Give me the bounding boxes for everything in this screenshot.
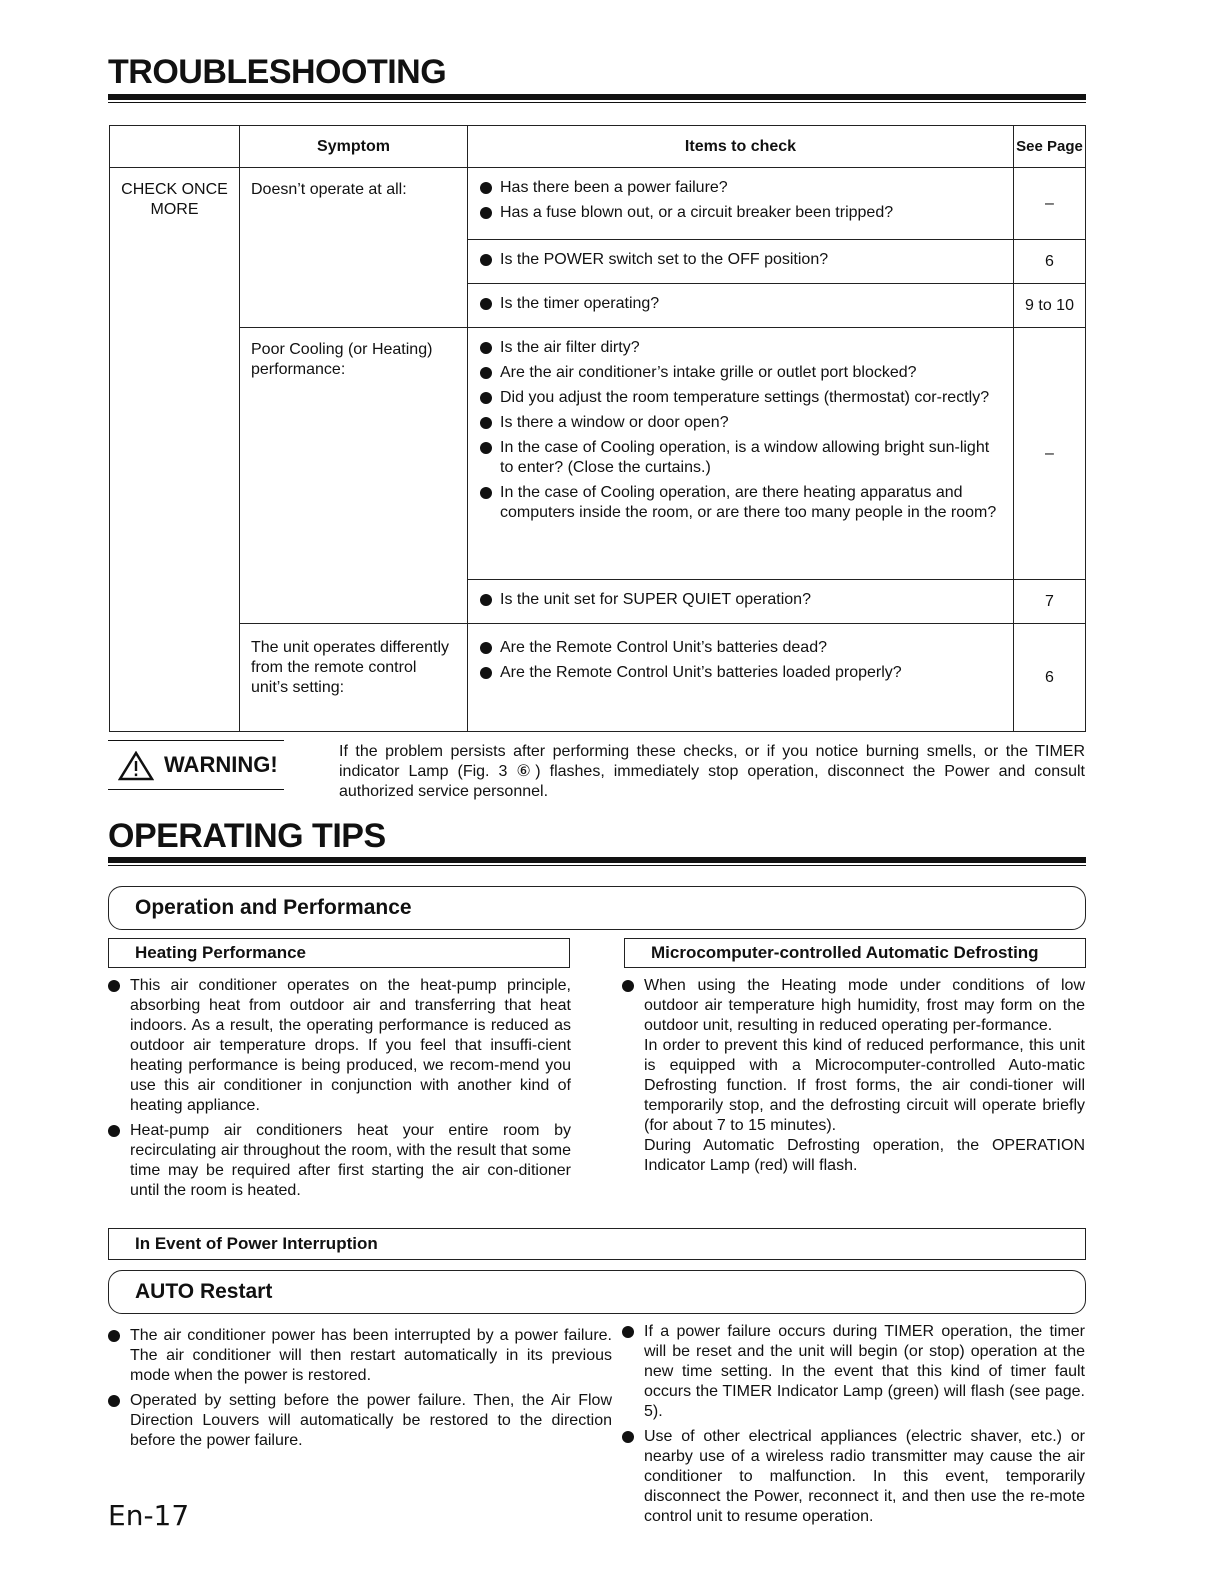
title-rule-thin — [108, 102, 1086, 103]
list-item: Did you adjust the room temperature settings (thermostat) cor-rectly? — [478, 388, 1005, 408]
list-item: Are the Remote Control Unit’s batteries dead? — [478, 638, 1005, 658]
symptom-cell: Poor Cooling (or Heating) performance: — [240, 328, 468, 624]
table-row — [110, 624, 1086, 732]
header-symptom: Symptom — [240, 126, 468, 168]
heading-power-interruption: In Event of Power Interruption — [108, 1228, 1086, 1260]
auto-restart-right — [622, 1322, 1085, 1532]
table-row — [110, 328, 1086, 580]
defrost-text — [622, 976, 1085, 1181]
tips-rule-thin — [108, 865, 1086, 866]
list-item: Is there a window or door open? — [478, 413, 1005, 433]
items-cell — [468, 284, 1014, 328]
items-cell — [468, 328, 1014, 580]
tips-rule — [108, 857, 1086, 863]
troubleshooting-table — [109, 125, 1086, 732]
defrost-p2: In order to prevent this kind of reduced performance, this unit is equipped with a Microcomputer-controlled Auto-matic Defrosting function. If frost forms, the air condi-tioner will temporarily stop, and the defrosting circuit will operate briefly (for about 7 to 15 minutes). — [644, 1037, 1085, 1134]
list-item: Is the timer operating? — [478, 294, 1005, 314]
list-item: The air conditioner power has been interrupted by a power failure. The air conditioner will then restart automatically in its previous mode when the power is restored. — [108, 1326, 612, 1386]
heading-heating-performance: Heating Performance — [108, 938, 570, 968]
table-row — [110, 168, 1086, 240]
title-rule — [108, 94, 1086, 100]
list-item: Heat-pump air conditioners heat your entire room by recirculating air throughout the room, with the result that some time may be required after first starting the air con-ditioner until the room is heated. — [108, 1121, 571, 1201]
page-cell: – — [1014, 168, 1086, 240]
list-item: If a power failure occurs during TIMER operation, the timer will be reset and the unit will begin (or stop) operation at the new time setting. In the event that this kind of timer fault occurs the TIMER Indicator Lamp (green) will flash (see page. 5). — [622, 1322, 1085, 1422]
header-items: Items to check — [468, 126, 1014, 168]
list-item: In the case of Cooling operation, are there heating apparatus and computers inside the room, or are there too many people in the room? — [478, 483, 1005, 523]
operating-tips-title: OPERATING TIPS — [108, 817, 386, 855]
items-cell — [468, 240, 1014, 284]
warning-label: WARNING! — [164, 752, 278, 777]
page-cell: 6 — [1014, 240, 1086, 284]
list-item: Is the unit set for SUPER QUIET operation? — [478, 590, 1005, 610]
symptom-cell: The unit operates differently from the remote control unit’s setting: — [240, 624, 468, 732]
page-number: En-17 — [108, 1499, 190, 1532]
defrost-p3: During Automatic Defrosting operation, the OPERATION Indicator Lamp (red) will flash. — [644, 1137, 1085, 1174]
table-header-row — [110, 126, 1086, 168]
heading-automatic-defrosting: Microcomputer-controlled Automatic Defrosting — [624, 938, 1086, 968]
heating-text — [108, 976, 571, 1206]
list-item: Has a fuse blown out, or a circuit breaker been tripped? — [478, 203, 1005, 223]
list-item: This air conditioner operates on the heat-pump principle, absorbing heat from outdoor air and transferring that heat indoors. As a result, the operating performance is reduced as outdoor air temperature drops. If you feel that insuffi-cient heating performance is being produced, we recom-mend you use this air conditioner in conjunction with another kind of heating appliance. — [108, 976, 571, 1116]
warning-text: If the problem persists after performing these checks, or if you notice burning smells, or the TIMER indicator Lamp (Fig. 3 ⑥) flashes, immediately stop operation, disconnect the Power and consult authorized service personnel. — [339, 743, 1085, 800]
list-item: In the case of Cooling operation, is a window allowing bright sun-light to enter? (Close the curtains.) — [478, 438, 1005, 478]
list-item: Are the air conditioner’s intake grille or outlet port blocked? — [478, 363, 1005, 383]
page-cell: 9 to 10 — [1014, 284, 1086, 328]
header-see-page: See Page — [1014, 126, 1086, 168]
troubleshooting-title: TROUBLESHOOTING — [108, 53, 447, 91]
section-operation-performance: Operation and Performance — [108, 886, 1086, 930]
page-cell: – — [1014, 328, 1086, 580]
list-item: Use of other electrical appliances (electric shaver, etc.) or nearby use of a wireless radio transmitter may cause the air conditioner to malfunction. In this event, temporarily disconnect the Power, reconnect it, and then use the re-mote control unit to resume operation. — [622, 1427, 1085, 1527]
defrost-p1: When using the Heating mode under conditions of low outdoor air temperature high humidity, frost may form on the outdoor unit, resulting in reduced operating per-formance. — [644, 977, 1085, 1034]
auto-restart-left — [108, 1326, 612, 1456]
category-cell — [110, 168, 240, 732]
warning-triangle-icon — [118, 751, 154, 781]
list-item: Are the Remote Control Unit’s batteries loaded properly? — [478, 663, 1005, 683]
symptom-cell: Doesn’t operate at all: — [240, 168, 468, 328]
list-item — [622, 976, 1085, 1176]
warning-box — [108, 740, 284, 790]
list-item: Is the air filter dirty? — [478, 338, 1005, 358]
section-auto-restart: AUTO Restart — [108, 1270, 1086, 1314]
list-item: Operated by setting before the power failure. Then, the Air Flow Direction Louvers will automatically be restored to the direction before the power failure. — [108, 1391, 612, 1451]
items-cell — [468, 168, 1014, 240]
page-cell: 6 — [1014, 624, 1086, 732]
list-item: Has there been a power failure? — [478, 178, 1005, 198]
items-cell — [468, 624, 1014, 732]
items-cell — [468, 580, 1014, 624]
page-cell: 7 — [1014, 580, 1086, 624]
list-item: Is the POWER switch set to the OFF position? — [478, 250, 1005, 270]
category-label: CHECK ONCE MORE — [121, 181, 228, 218]
header-blank — [110, 126, 240, 168]
